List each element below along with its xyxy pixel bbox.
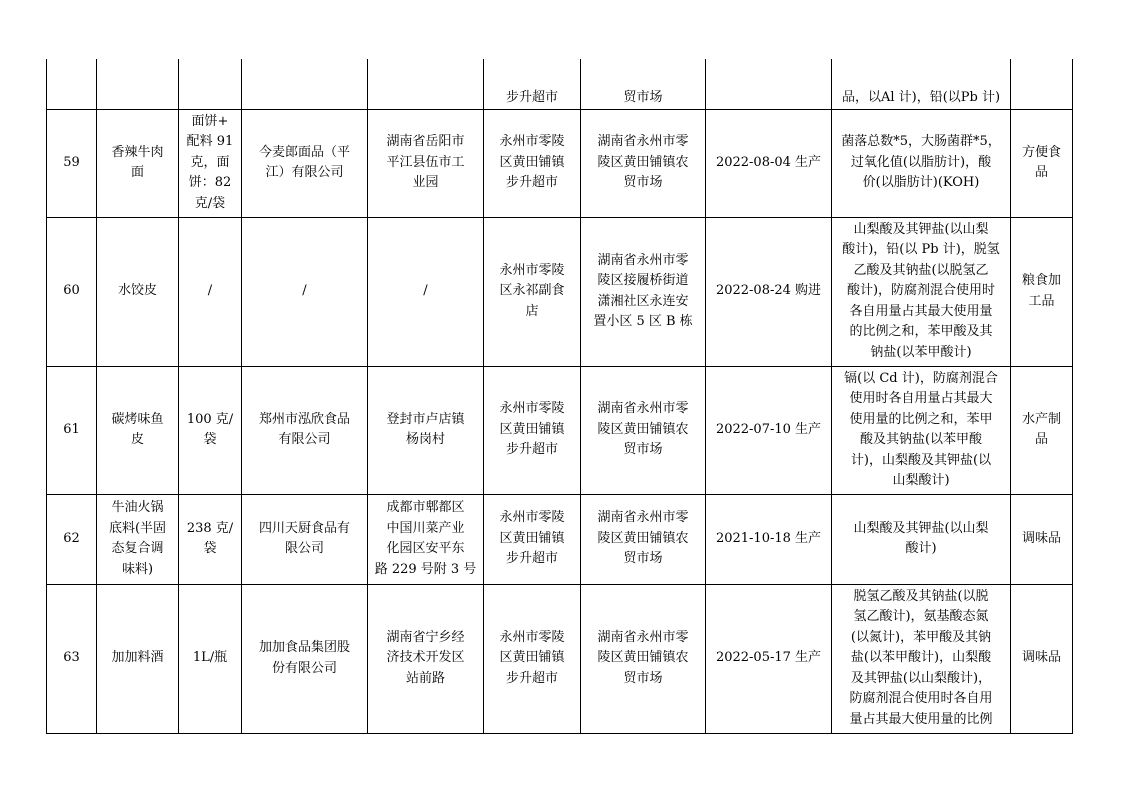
cell-line: 氢乙酸计)，氨基酸态氮 xyxy=(853,609,989,625)
seller-cell xyxy=(484,109,581,217)
cell-line: 陵区黄田铺镇农 xyxy=(597,650,689,666)
cell-line: 贸市场 xyxy=(623,175,663,191)
cell-line: 区黄田铺镇 xyxy=(499,421,565,437)
cell-line: 盐(以苯甲酸计)，山梨酸 xyxy=(850,650,992,666)
cell-line: 湖南省永州市零 xyxy=(597,510,689,526)
cell-line: 成都市郫都区 xyxy=(386,500,465,515)
producer-address-cell xyxy=(368,217,484,366)
table-row xyxy=(47,366,1073,494)
cell-line: 态复合调 xyxy=(111,541,164,556)
seller-address-cell xyxy=(581,494,706,584)
cell-line: 湖南省永州市零 xyxy=(597,629,689,645)
spec-cell xyxy=(179,217,242,366)
table-row xyxy=(47,494,1073,584)
cell-line: 工品 xyxy=(1028,293,1055,309)
cell-line: 步升超市 xyxy=(505,90,558,105)
cell-line: 贸市场 xyxy=(623,442,663,458)
cell-line: 1L/瓶 xyxy=(192,650,228,666)
date-cell xyxy=(706,217,832,366)
cell-line: 份有限公司 xyxy=(271,660,337,676)
cell-line: 步升超市 xyxy=(505,442,558,458)
cell-line: 调味品 xyxy=(1021,530,1061,546)
cell-line: 杨岗村 xyxy=(405,432,445,447)
seller-address-cell xyxy=(581,584,706,733)
producer-address-cell xyxy=(368,109,484,217)
cell-line: 酸计)，防腐剂混合使用时 xyxy=(846,283,996,299)
cell-line: 面饼+ xyxy=(191,113,229,129)
cell-line: 化园区安平东 xyxy=(386,541,465,556)
cell-line: 今麦郎面品（平 xyxy=(258,144,350,160)
seller-cell xyxy=(484,59,581,109)
cell-line: 贸市场 xyxy=(623,670,663,686)
cell-line: 贸市场 xyxy=(623,551,663,567)
cell-line: 永州市零陵 xyxy=(499,629,565,645)
cell-line: 区黄田铺镇 xyxy=(499,650,565,666)
product-name-cell xyxy=(97,494,179,584)
cell-line: 湖南省永州市零 xyxy=(597,134,689,150)
cell-line: 过氧化值(以脂肪计)，酸 xyxy=(850,154,992,170)
category-cell xyxy=(1011,217,1073,366)
failed-items-cell xyxy=(832,217,1011,366)
failed-items-cell xyxy=(832,366,1011,494)
cell-line: 计)，山梨酸及其钾盐(以 xyxy=(850,452,992,468)
cell-line: (以氮计)，苯甲酸及其钠 xyxy=(850,629,992,645)
cell-line: 使用时各自用量占其最大 xyxy=(849,391,993,406)
product-name-cell xyxy=(97,366,179,494)
table-body xyxy=(47,59,1073,733)
item-no-cell xyxy=(47,59,97,109)
item-no-cell: 62 xyxy=(47,494,97,584)
seller-cell xyxy=(484,584,581,733)
cell-line: 2022-08-04 生产 xyxy=(715,154,822,170)
seller-address-cell xyxy=(581,366,706,494)
cell-line: 贸市场 xyxy=(623,90,663,105)
cell-line: 水饺皮 xyxy=(117,283,157,299)
producer-cell xyxy=(242,494,368,584)
cell-line: 面 xyxy=(130,165,144,180)
cell-line: 水产制 xyxy=(1021,411,1061,427)
cell-line: 牛油火锅 xyxy=(111,500,164,515)
cell-line: 湖南省岳阳市 xyxy=(386,134,465,150)
date-cell xyxy=(706,584,832,733)
cell-line: 香辣牛肉 xyxy=(111,144,164,160)
failed-items-cell xyxy=(832,584,1011,733)
cell-line: 防腐剂混合使用时各自用 xyxy=(849,691,993,707)
cell-line: 步升超市 xyxy=(505,670,558,686)
item-no-cell: 63 xyxy=(47,584,97,733)
category-cell xyxy=(1011,109,1073,217)
cell-line: / xyxy=(207,283,213,299)
seller-address-cell xyxy=(581,217,706,366)
cell-line: 陵区接履桥街道 xyxy=(597,273,689,288)
cell-line: 乙酸及其钠盐(以脱氢乙 xyxy=(853,262,989,278)
date-cell xyxy=(706,366,832,494)
cell-line: / xyxy=(302,283,307,299)
cell-line: 山梨酸及其钾盐(以山梨 xyxy=(853,520,989,536)
cell-line: 2022-05-17 生产 xyxy=(715,650,822,666)
cell-line: 饼：82 xyxy=(188,175,232,191)
cell-line: 湖南省宁乡经 xyxy=(386,629,465,645)
cell-line: 陵区黄田铺镇农 xyxy=(597,154,689,170)
seller-address-cell xyxy=(581,59,706,109)
cell-line: 调味品 xyxy=(1021,650,1061,666)
cell-line: 量占其最大使用量的比例 xyxy=(849,711,993,727)
product-name-cell xyxy=(97,217,179,366)
cell-line: 脱氢乙酸及其钠盐(以脱 xyxy=(853,588,989,604)
cell-line: 陵区黄田铺镇农 xyxy=(597,421,689,437)
cell-line: 镉(以 Cd 计)，防腐剂混合 xyxy=(844,370,998,386)
item-no-cell: 60 xyxy=(47,217,97,366)
category-cell xyxy=(1011,59,1073,109)
cell-line: 加加食品集团股 xyxy=(258,640,350,655)
seller-address-cell xyxy=(581,109,706,217)
table-row xyxy=(47,584,1073,733)
spec-cell xyxy=(179,584,242,733)
failed-items-cell xyxy=(832,494,1011,584)
item-no-cell: 59 xyxy=(47,109,97,217)
cell-line: 克，面 xyxy=(190,154,230,170)
cell-line: 使用量的比例之和，苯甲 xyxy=(849,411,993,427)
cell-line: 置小区 5 区 B 栋 xyxy=(593,314,693,329)
cell-line: 步升超市 xyxy=(505,551,558,567)
spec-cell xyxy=(179,494,242,584)
cell-line: / xyxy=(423,283,428,299)
cell-line: 100 克/ xyxy=(186,411,234,427)
cell-line: 袋 xyxy=(203,541,217,556)
producer-cell xyxy=(242,584,368,733)
cell-line: 酸计)，铅(以 Pb 计)，脱氢 xyxy=(842,242,1000,258)
cell-line: 238 克/ xyxy=(186,520,234,536)
cell-line: 店 xyxy=(525,303,539,319)
spec-cell xyxy=(179,59,242,109)
category-cell xyxy=(1011,584,1073,733)
cell-line: 路 229 号附 3 号 xyxy=(374,561,477,577)
cell-line: 湖南省永州市零 xyxy=(597,252,689,268)
producer-address-cell xyxy=(368,59,484,109)
cell-line: 限公司 xyxy=(284,541,324,556)
cell-line: 2022-07-10 生产 xyxy=(715,421,822,437)
cell-line: 加加料酒 xyxy=(111,650,164,666)
cell-line: 济技术开发区 xyxy=(386,650,465,666)
cell-line: 永州市零陵 xyxy=(499,510,565,526)
cell-line: 味料) xyxy=(121,561,154,577)
spec-cell xyxy=(179,109,242,217)
cell-line: 陵区黄田铺镇农 xyxy=(597,530,689,546)
seller-cell xyxy=(484,366,581,494)
producer-cell xyxy=(242,217,368,366)
product-name-cell xyxy=(97,59,179,109)
table-row xyxy=(47,217,1073,366)
cell-line: 碳烤味鱼 xyxy=(111,411,164,427)
cell-line: 郑州市泓欣食品 xyxy=(258,411,350,427)
cell-line: 克/袋 xyxy=(194,195,226,211)
producer-address-cell xyxy=(368,366,484,494)
date-cell xyxy=(706,109,832,217)
cell-line: 江）有限公司 xyxy=(265,165,344,180)
cell-line: 酸计) xyxy=(905,541,937,556)
cell-line: 粮食加 xyxy=(1021,273,1061,288)
date-cell xyxy=(706,59,832,109)
cell-line: 袋 xyxy=(203,432,217,447)
table-row xyxy=(47,109,1073,217)
spec-cell xyxy=(179,366,242,494)
cell-line: 价(以脂肪计)(KOH) xyxy=(862,175,980,191)
cell-line: 潇湘社区永连安 xyxy=(597,293,689,309)
item-no-cell: 61 xyxy=(47,366,97,494)
producer-cell xyxy=(242,366,368,494)
failed-items-cell xyxy=(832,109,1011,217)
cell-line: 酸及其钠盐(以苯甲酸 xyxy=(859,432,983,447)
cell-line: 区永祁副食 xyxy=(499,283,565,299)
cell-line: 登封市卢店镇 xyxy=(386,411,465,427)
cell-line: 及其钾盐(以山梨酸计)， xyxy=(850,670,992,686)
product-name-cell xyxy=(97,584,179,733)
cell-line: 永州市零陵 xyxy=(499,134,565,150)
cell-line: 平江县伍市工 xyxy=(386,154,465,170)
product-name-cell xyxy=(97,109,179,217)
cell-line: 配料 91 xyxy=(186,134,234,150)
cell-line: 品 xyxy=(1034,432,1048,447)
cell-line: 2022-08-24 购进 xyxy=(715,283,822,299)
failed-items-cell xyxy=(832,59,1011,109)
cell-line: 山梨酸及其钾盐(以山梨 xyxy=(853,221,989,237)
cell-line: 湖南省永州市零 xyxy=(597,401,689,417)
cell-line: 四川天厨食品有 xyxy=(258,520,350,536)
cell-line: 的比例之和，苯甲酸及其 xyxy=(849,324,993,340)
category-cell xyxy=(1011,494,1073,584)
category-cell xyxy=(1011,366,1073,494)
producer-address-cell xyxy=(368,494,484,584)
producer-cell xyxy=(242,109,368,217)
cell-line: 有限公司 xyxy=(278,432,331,447)
producer-address-cell xyxy=(368,584,484,733)
date-cell xyxy=(706,494,832,584)
cell-line: 2021-10-18 生产 xyxy=(715,530,822,546)
cell-line: 钠盐(以苯甲酸计) xyxy=(870,344,972,360)
cell-line: 各自用量占其最大使用量 xyxy=(849,303,993,319)
seller-cell xyxy=(484,217,581,366)
cell-line: 皮 xyxy=(130,432,144,447)
cell-line: 山梨酸计) xyxy=(892,473,950,488)
cell-line: 站前路 xyxy=(405,670,445,686)
seller-cell xyxy=(484,494,581,584)
cell-line: 中国川菜产业 xyxy=(386,520,465,536)
cell-line: 底料(半固 xyxy=(108,520,167,536)
cell-line: 品，以Al 计)，铅(以Pb 计) xyxy=(841,90,1001,105)
cell-line: 品 xyxy=(1034,165,1048,180)
cell-line: 区黄田铺镇 xyxy=(499,154,565,170)
table-row xyxy=(47,59,1073,109)
cell-line: 永州市零陵 xyxy=(499,262,565,278)
cell-line: 业园 xyxy=(412,175,439,191)
cell-line: 步升超市 xyxy=(505,175,558,191)
producer-cell xyxy=(242,59,368,109)
inspection-table xyxy=(46,59,1073,734)
cell-line: 菌落总数*5，大肠菌群*5， xyxy=(841,134,1001,150)
cell-line: 方便食 xyxy=(1021,144,1061,160)
cell-line: 永州市零陵 xyxy=(499,401,565,417)
cell-line: 区黄田铺镇 xyxy=(499,530,565,546)
